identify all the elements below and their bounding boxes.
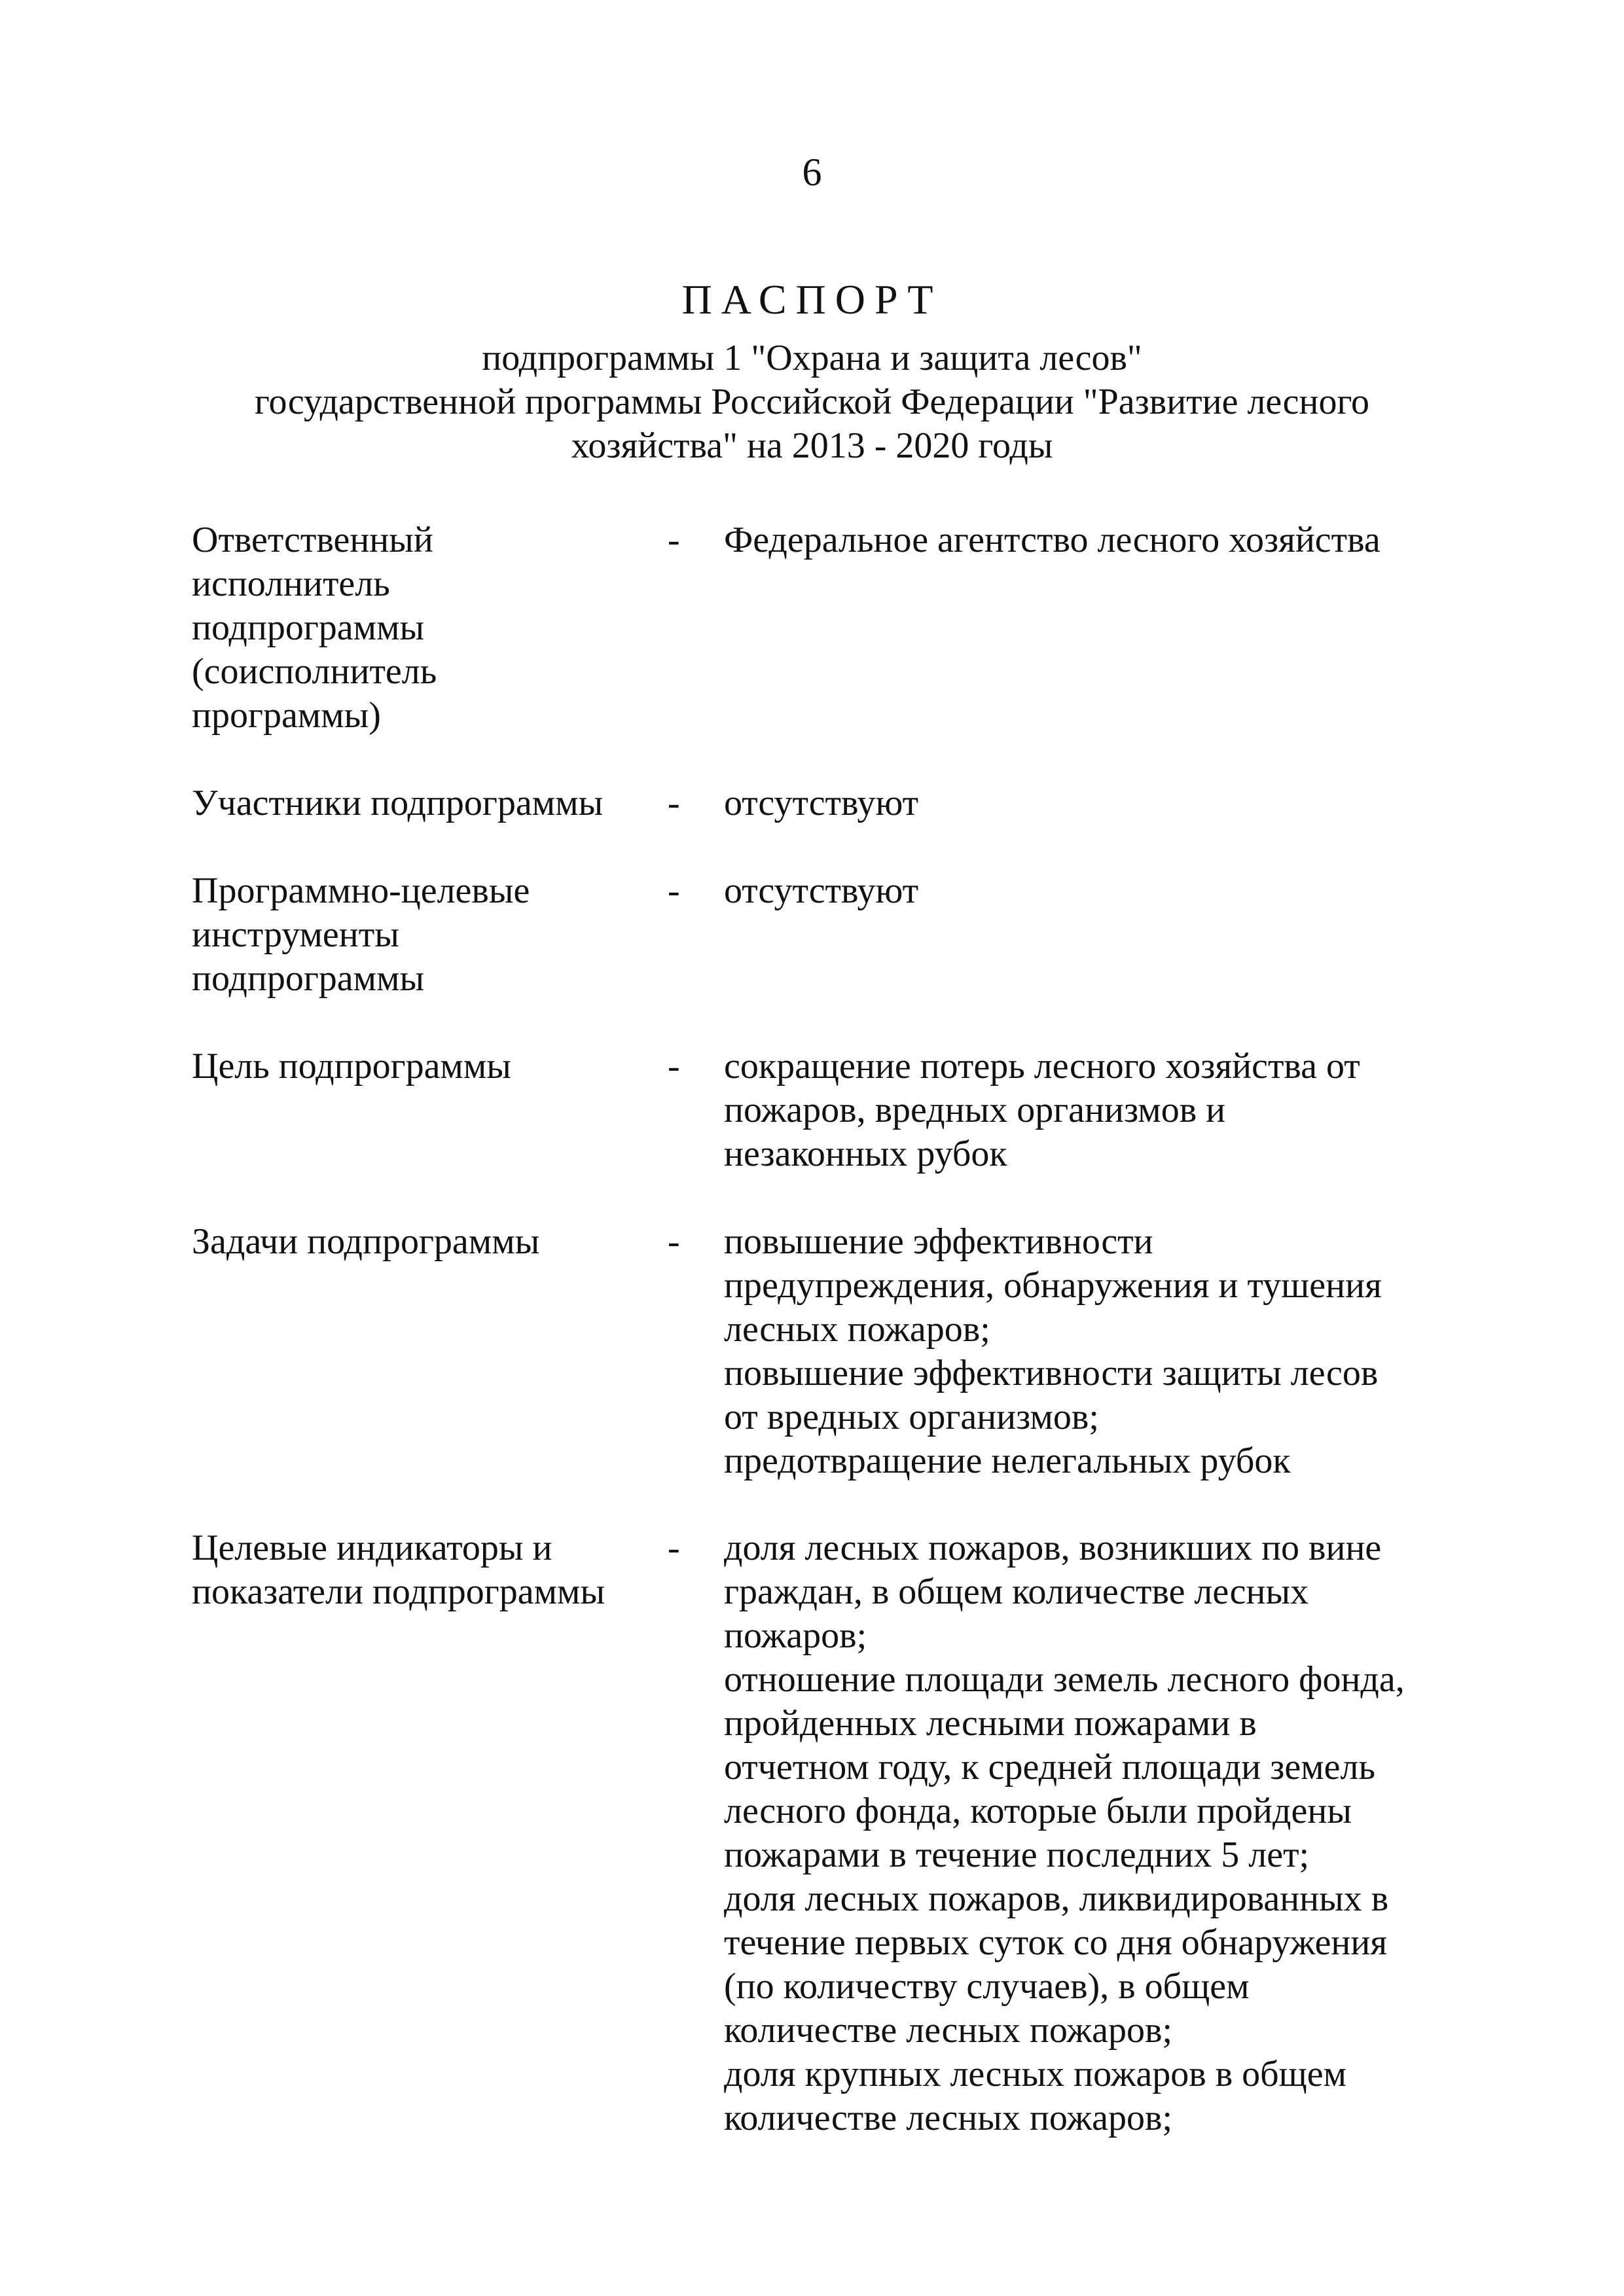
- row-dash: -: [668, 783, 680, 823]
- row-value: доля лесных пожаров, возникших по вине граждан, в общем количестве лесных пожаров; отношение площади земель лесного фонда, пройденных лесными пожарами в отчетном году, к средней площади земель лесного фонда, которые были пройдены пожарами в течение последних 5 лет; доля лесных пожаров, ликвидированных в течение первых суток со дня обнаружения (по количеству случаев), в общем количестве лесных пожаров; доля крупных лесных пожаров в общем количестве лесных пожаров;: [724, 1528, 1405, 2138]
- row-dash: -: [668, 1528, 680, 1568]
- row-value: отсутствуют: [724, 870, 919, 911]
- row-label: Задачи подпрограммы: [192, 1221, 540, 1262]
- subtitle-line: подпрограммы 1 "Охрана и защита лесов": [482, 338, 1142, 378]
- row-value: сокращение потерь лесного хозяйства от пожаров, вредных организмов и незаконных рубок: [724, 1046, 1360, 1174]
- subtitle-line: государственной программы Российской Федерации "Развитие лесного: [254, 382, 1370, 422]
- row-value: Федеральное агентство лесного хозяйства: [724, 520, 1380, 560]
- row-label: Целевые индикаторы и показатели подпрограммы: [192, 1528, 605, 1612]
- row-label: Участники подпрограммы: [192, 783, 604, 823]
- row-value: повышение эффективности предупреждения, обнаружения и тушения лесных пожаров; повышение эффективности защиты лесов от вредных организмов; предотвращение нелегальных рубок: [724, 1221, 1382, 1481]
- row-label: Цель подпрограммы: [192, 1046, 511, 1086]
- row-value: отсутствуют: [724, 783, 919, 823]
- page-number: 6: [802, 151, 822, 194]
- document-title: ПАСПОРТ: [681, 276, 943, 323]
- row-dash: -: [668, 520, 680, 560]
- row-dash: -: [668, 870, 680, 911]
- row-label: Программно-целевые инструменты подпрограммы: [192, 870, 530, 999]
- subtitle-line: хозяйства" на 2013 - 2020 годы: [571, 425, 1053, 466]
- document-subtitle: [216, 336, 1408, 468]
- row-label: Ответственный исполнитель подпрограммы (соисполнитель программы): [192, 520, 437, 736]
- row-dash: -: [668, 1046, 680, 1086]
- row-dash: -: [668, 1221, 680, 1262]
